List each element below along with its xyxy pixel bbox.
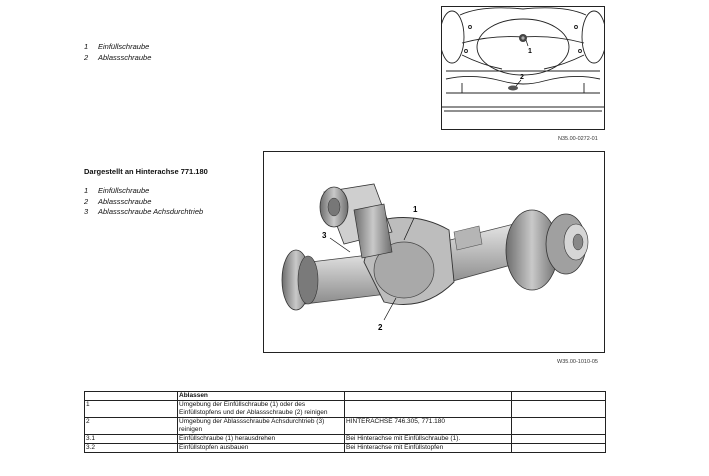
callout-label: 1 [413, 205, 418, 214]
rear-axle-image [264, 152, 604, 352]
table-header-cell: Ablassen [178, 392, 345, 401]
step-extra [512, 435, 606, 444]
legend-item: 1 Einfüllschraube [84, 186, 150, 195]
table-row [85, 418, 606, 435]
table-header-row [85, 392, 606, 401]
figure2-legend [84, 186, 203, 218]
step-action: Einfüllstopfen ausbauen [178, 444, 345, 453]
step-condition: Bei Hinterachse mit Einfüllschraube (1). [345, 435, 512, 444]
step-action: Einfüllschraube (1) herausdrehen [178, 435, 345, 444]
step-extra [512, 418, 606, 435]
callout-label: 3 [322, 231, 327, 240]
legend-item: 1 Einfüllschraube [84, 42, 150, 51]
figure2-illustration [263, 151, 605, 353]
step-condition: HINTERACHSE 746.305, 771.180 [345, 418, 512, 435]
step-condition: Bei Hinterachse mit Einfüllstopfen [345, 444, 512, 453]
callout-label: 2 [520, 74, 524, 81]
figure2-code: W35.00-1010-05 [557, 359, 598, 365]
table-row [85, 435, 606, 444]
step-number: 3.1 [85, 435, 178, 444]
table-row [85, 401, 606, 418]
step-number: 1 [85, 401, 178, 418]
step-number: 2 [85, 418, 178, 435]
table-row [85, 444, 606, 453]
figure2-heading: Dargestellt an Hinterachse 771.180 [84, 167, 208, 176]
legend-item: 2 Ablassschraube [84, 52, 152, 62]
legend-item: 2 Ablassschraube [84, 196, 152, 206]
figure1-illustration [441, 6, 605, 130]
callout-label: 2 [378, 323, 383, 332]
step-condition [345, 401, 512, 418]
legend-item: 3 Ablassschraube Achsdurchtrieb [84, 207, 204, 216]
step-extra [512, 444, 606, 453]
table-header-cell [85, 392, 178, 401]
step-number: 3.2 [85, 444, 178, 453]
procedure-table [84, 391, 606, 453]
table-header-cell [512, 392, 606, 401]
step-action: Umgebung der Einfüllschraube (1) oder des Einfüllstopfens und der Ablassschraube (2) reinigen [178, 401, 345, 418]
figure1-code: N35.00-0272-01 [558, 136, 598, 142]
callout-label: 1 [528, 48, 532, 55]
figure1-legend [84, 42, 151, 63]
axle-housing-rear-view-image [442, 7, 604, 129]
table-header-cell [345, 392, 512, 401]
step-action: Umgebung der Ablassschraube Achsdurchtrieb (3) reinigen [178, 418, 345, 435]
step-extra [512, 401, 606, 418]
